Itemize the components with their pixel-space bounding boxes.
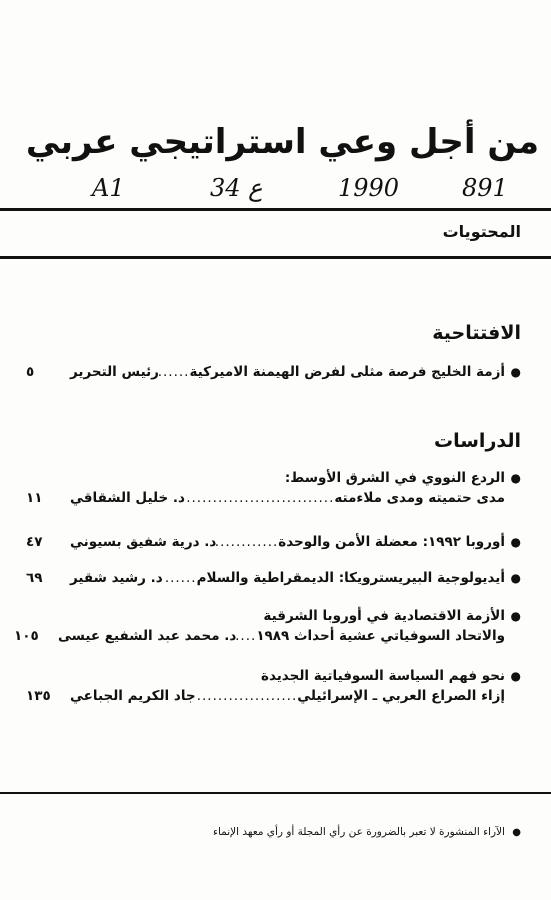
entry-title: مدى حتميته ومدى ملاءمته bbox=[334, 490, 505, 506]
handwritten-number: A1 bbox=[92, 174, 125, 202]
entry-author: د. محمد عبد الشفيع عيسى bbox=[57, 628, 237, 644]
toc-entry[interactable] bbox=[26, 568, 521, 588]
footer-rule bbox=[0, 792, 551, 794]
entry-author: د. درية شفيق بسيوني bbox=[70, 534, 217, 550]
entry-page-number: ١١ bbox=[26, 490, 43, 506]
entry-title: إزاء الصراع العربي ـ الإسرائيلي bbox=[297, 688, 505, 704]
bullet-icon: ● bbox=[510, 571, 521, 585]
section-heading-editorial: الافتتاحية bbox=[432, 322, 521, 344]
leader-dots bbox=[159, 362, 190, 382]
disclaimer-text: الآراء المنشورة لا تعبر بالضرورة عن رأي المجلة أو رأي معهد الإنماء bbox=[213, 826, 505, 838]
toc-entry[interactable] bbox=[26, 362, 521, 382]
handwritten-annotation bbox=[0, 174, 551, 206]
bullet-icon: ● bbox=[510, 365, 521, 379]
toc-entry[interactable] bbox=[13, 606, 521, 646]
toc-entry[interactable] bbox=[26, 666, 521, 706]
entry-title: أوروبا ١٩٩٢: معضلة الأمن والوحدة bbox=[278, 534, 505, 550]
toc-entry[interactable] bbox=[26, 532, 521, 552]
bullet-icon: ● bbox=[510, 669, 521, 683]
entry-author: د. خليل الشقاقي bbox=[70, 490, 185, 506]
bullet-icon: ● bbox=[512, 827, 521, 838]
leader-dots bbox=[196, 686, 298, 706]
contents-label: المحتويات bbox=[442, 222, 521, 241]
bullet-icon: ● bbox=[510, 471, 521, 485]
header-top-rule bbox=[0, 208, 551, 211]
entry-title: أيديولوجية البيريسترويكا: الديمقراطية والسلام bbox=[196, 570, 505, 586]
leader-dots bbox=[163, 568, 197, 588]
entry-title-line1: الأزمة الاقتصادية في أوروبا الشرقية bbox=[263, 608, 505, 624]
handwritten-number: 891 bbox=[462, 174, 508, 202]
header-bottom-rule bbox=[0, 256, 551, 259]
entry-page-number: ٥ bbox=[26, 364, 35, 380]
entry-title: والاتحاد السوفياتي عشية أحداث ١٩٨٩ bbox=[256, 628, 505, 644]
entry-page-number: ١٠٥ bbox=[13, 628, 39, 644]
entry-author: رئيس التحرير bbox=[70, 364, 159, 380]
entry-author: جاد الكريم الجباعي bbox=[70, 688, 196, 704]
entry-title: أزمة الخليج فرصة مثلى لفرض الهيمنة الاميركية bbox=[189, 364, 505, 380]
entry-author: د. رشيد شقير bbox=[70, 570, 163, 586]
bullet-icon: ● bbox=[510, 609, 521, 623]
entry-page-number: ٦٩ bbox=[26, 570, 43, 586]
entry-title-line1: نحو فهم السياسة السوفياتية الجديدة bbox=[260, 668, 505, 684]
handwritten-number: 34 ع bbox=[210, 174, 263, 202]
toc-entry[interactable] bbox=[26, 468, 521, 508]
leader-dots bbox=[236, 626, 256, 646]
entry-page-number: ١٣٥ bbox=[26, 688, 51, 704]
journal-masthead: من أجل وعي استراتيجي عربي bbox=[25, 122, 539, 162]
bullet-icon: ● bbox=[510, 535, 521, 549]
disclaimer-footnote bbox=[213, 826, 521, 838]
entry-title-line1: الردع النووي في الشرق الأوسط: bbox=[284, 470, 505, 486]
section-heading-studies: الدراسات bbox=[434, 430, 521, 452]
leader-dots bbox=[216, 532, 278, 552]
leader-dots bbox=[185, 488, 334, 508]
entry-page-number: ٤٧ bbox=[26, 534, 43, 550]
handwritten-number: 1990 bbox=[338, 174, 400, 202]
